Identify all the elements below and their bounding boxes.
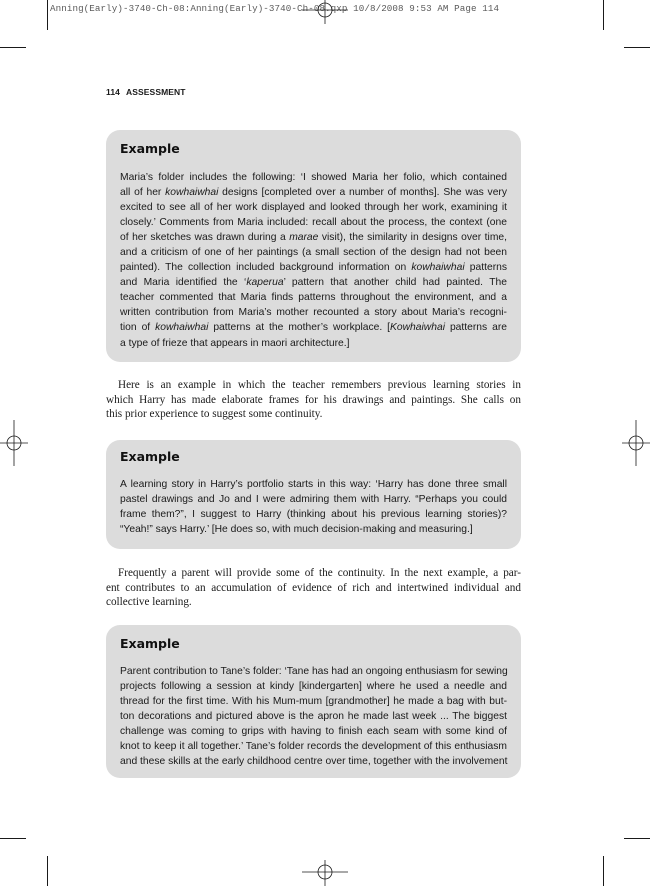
example-box-2 <box>106 440 521 549</box>
example-title: Example <box>120 636 180 651</box>
text-line: and Maria identified the ‘kaperua’ pattern that another child had painted. The <box>120 277 507 289</box>
example-body <box>120 477 507 537</box>
text-line: painted). The collection included background information on kowhaiwhai patterns <box>120 262 507 274</box>
registration-mark-top-icon <box>302 0 348 24</box>
print-slug: Anning(Early)-3740-Ch-08:Anning(Early)-3740-Ch-08.qxp 10/8/2008 9:53 AM Page 114 <box>50 3 500 14</box>
text-line: this prior experience to suggest some continuity. <box>106 408 323 421</box>
page-number: 114 <box>106 87 121 97</box>
italic-term: kowhaiwhai <box>411 262 465 274</box>
text-line: knot to keep it all together.’ Tane’s folder records the development of this enthusiasm <box>120 741 507 753</box>
crop-mark-top-left-horizontal <box>0 47 26 48</box>
text-line: all of her kowhaiwhai designs [completed over a number of months]. She was very <box>120 187 507 199</box>
registration-mark-bottom-icon <box>302 860 348 886</box>
text-line: tion of kowhaiwhai patterns at the mother’s workplace. [Kowhaiwhai patterns are <box>120 322 508 334</box>
crop-mark-top-left-vertical <box>47 0 48 30</box>
text-line: challenge was coming to grips with having to finish each seam with some kind of <box>120 726 507 738</box>
text-line: which Harry has made elaborate frames for his drawings and paintings. She calls on <box>106 393 521 406</box>
text-line: excited to see all of her work displayed and looked through her work, examining it <box>120 202 507 214</box>
example-box-1 <box>106 130 521 362</box>
text-line: of her sketches was drawn during a marae visit), the similarity in designs over time, <box>120 232 507 244</box>
example-title: Example <box>120 141 180 156</box>
text-line: Parent contribution to Tane’s folder: ‘Tane has had an ongoing enthusiasm for sewing <box>120 666 508 677</box>
body-paragraph-2 <box>106 566 521 610</box>
crop-mark-bottom-right-vertical <box>603 856 604 886</box>
text-line: thread for the first time. With his Mum-mum [grandmother] he made a bag with but- <box>120 696 507 708</box>
text-line: closely.’ Comments from Maria included: recall about the process, the context (one <box>120 217 507 229</box>
text-line: Frequently a parent will provide some of the continuity. In the next example, a par- <box>118 567 521 579</box>
text-line: written contribution from Maria’s mother recounted a story about Maria’s recogni- <box>120 307 507 319</box>
text-line: A learning story in Harry’s portfolio starts in this way: ‘Harry has done three small <box>120 479 507 490</box>
text-line: Here is an example in which the teacher remembers previous learning stories in <box>118 379 521 391</box>
text-line: teacher commented that Maria finds patterns throughout the environment, and a <box>120 292 507 304</box>
text-line: ent contributes to an accumulation of evidence of rich and intertwined individual and <box>106 581 521 594</box>
italic-term: kowhaiwhai <box>155 322 209 334</box>
example-title: Example <box>120 449 180 464</box>
italic-term: kaperua <box>246 277 284 289</box>
italic-term: kowhaiwhai <box>165 187 219 199</box>
text-line: Maria’s folder includes the following: ‘I showed Maria her folio, which contained <box>120 172 507 183</box>
text-line: and a criticism of one of her paintings (a small section of the design had not been <box>120 247 507 259</box>
text-line: collective learning. <box>106 596 192 609</box>
text-line: ton decorations and pictured above is the apron he made last week ... The biggest <box>120 711 507 723</box>
crop-mark-top-right-vertical <box>603 0 604 30</box>
text-line: frame them?”, I suggest to Harry (thinking about his previous learning stories)? <box>120 509 507 521</box>
body-paragraph-1 <box>106 378 521 422</box>
section-title: ASSESSMENT <box>126 87 186 97</box>
text-line: pastel drawings and Jo and I were admiring them with Harry. “Perhaps you could <box>120 494 507 506</box>
text-line: projects following a session at kindy [kindergarten] where he used a needle and <box>120 681 507 693</box>
running-head <box>106 87 186 97</box>
example-body <box>120 664 507 769</box>
registration-mark-left-icon <box>0 420 28 466</box>
text-line: “Yeah!” says Harry.’ [He does so, with much decision-making and measuring.] <box>120 524 473 536</box>
crop-mark-bottom-left-vertical <box>47 856 48 886</box>
example-body <box>120 170 507 351</box>
crop-mark-bottom-left-horizontal <box>0 838 26 839</box>
example-box-3 <box>106 625 521 778</box>
text-line: a type of frieze that appears in maori architecture.] <box>120 337 350 349</box>
crop-mark-bottom-right-horizontal <box>624 838 650 839</box>
italic-term: Kowhaiwhai <box>390 322 445 334</box>
registration-mark-right-icon <box>622 420 650 466</box>
italic-term: marae <box>289 232 319 244</box>
text-line: and these skills at the early childhood centre over time, together with the involvement <box>120 756 508 768</box>
crop-mark-top-right-horizontal <box>624 47 650 48</box>
